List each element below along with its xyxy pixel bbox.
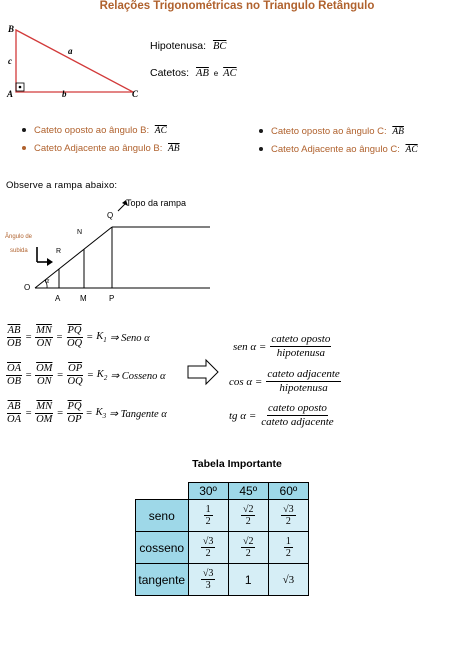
table-title: Tabela Importante <box>192 458 282 470</box>
ramp-diagram <box>0 190 220 305</box>
legs-label: Catetos: <box>150 67 190 79</box>
point-n-label: N <box>77 229 83 236</box>
table-cell: √3 <box>268 564 308 596</box>
constant-k1: $K_1$ <box>96 330 107 345</box>
table-cell: $\frac{√3}{3}$ <box>188 564 228 596</box>
table-header-30: 30º <box>188 483 228 500</box>
trig-values-table <box>135 482 309 596</box>
ramp-intro: Observe a rampa abaixo: <box>6 180 118 191</box>
vertex-b-label: B <box>8 24 15 34</box>
table-cell: $\frac{1}{2}$ <box>188 500 228 532</box>
table-cell: $\frac{√3}{2}$ <box>188 532 228 564</box>
table-header-row <box>136 483 309 500</box>
angle-label-line-2: subida <box>10 248 28 254</box>
tangent-result: ⇒ Tangente α <box>109 408 167 420</box>
vertex-c-label: C <box>132 89 139 99</box>
angle-arrow-head <box>47 258 53 266</box>
table-header-60: 60º <box>268 483 308 500</box>
hypotenuse-definition <box>150 40 226 52</box>
segment-ac: $\overline{AC}$ <box>405 145 418 155</box>
bullet-dot <box>22 128 26 132</box>
fraction: $\frac{\overline{MN}}{ON}$ <box>36 325 52 349</box>
fraction: $\frac{\overline{MN}}{OM}$ <box>36 401 53 425</box>
ramp-top-label: Topo da rampa <box>126 198 187 208</box>
fraction: $\frac{\text{cateto oposto}}{\text{cateto adjacente}}$ <box>261 402 334 428</box>
cosine-result: ⇒ Cosseno α <box>110 370 166 382</box>
fraction: $\frac{\overline{PQ}}{OQ}$ <box>66 325 83 349</box>
table-cell: 1 <box>228 564 268 596</box>
triangle-shape <box>16 30 133 92</box>
ratio-row-cosine: $\frac{\overline{OA}}{OB}$ = $\frac{\overline{OM}}{ON}$ = $\frac{\overline{OP}}{OQ}$ = $K_2$ ⇒ Cosseno α <box>7 363 166 387</box>
table-header-45: 45º <box>228 483 268 500</box>
table-cell: $\frac{√2}{2}$ <box>228 532 268 564</box>
relation-cosine: cos α = $\frac{\text{cateto adjacente}}{\text{hipotenusa}}$ <box>229 368 340 394</box>
angle-label-line-1: Ângulo de <box>5 234 33 240</box>
sine-result: ⇒ Seno α <box>109 332 150 344</box>
table-row <box>136 532 309 564</box>
fraction: $\frac{\text{cateto adjacente}}{\text{hipotenusa}}$ <box>267 368 340 394</box>
hypotenuse-label: Hipotenusa: <box>150 40 207 52</box>
vertex-a-label: A <box>7 89 14 99</box>
point-a-label: A <box>55 294 61 303</box>
angle-alpha-label: α <box>45 276 50 285</box>
segment-ac: $\overline{AC}$ <box>154 126 167 136</box>
point-p-label: P <box>109 294 115 303</box>
constant-k2: $K_2$ <box>96 368 108 383</box>
bullet-dot <box>22 146 26 150</box>
page-title: Relações Trigonométricas no Triangulo Retângulo <box>99 0 375 12</box>
leg-2-segment: $\overline{AC}$ <box>223 68 237 79</box>
constant-k3: $K_3$ <box>95 406 107 421</box>
ratio-row-tangent: $\frac{\overline{AB}}{OA}$ = $\frac{\overline{MN}}{OM}$ = $\frac{\overline{PQ}}{OP}$ = $K_3$ ⇒ Tangente α <box>7 401 167 425</box>
row-label-tangente: tangente <box>136 564 189 596</box>
fraction: $\frac{\text{cateto oposto}}{\text{hipotenusa}}$ <box>271 333 331 359</box>
relation-sine: sen α = $\frac{\text{cateto oposto}}{\text{hipotenusa}}$ <box>233 333 331 359</box>
row-label-cosseno: cosseno <box>136 532 189 564</box>
point-o-label: O <box>24 283 31 292</box>
segment-ab: $\overline{AB}$ <box>168 144 180 154</box>
right-angle-dot <box>19 86 22 89</box>
fraction: $\frac{\overline{AB}}{OA}$ <box>7 401 21 425</box>
bullet-adjacent-b: Cateto Adjacente ao ângulo B: $\overline{AB}$ <box>22 143 180 154</box>
table-row <box>136 564 309 596</box>
fraction: $\frac{\overline{AB}}{OB}$ <box>7 325 21 349</box>
legs-definition <box>150 67 237 79</box>
table-cell: $\frac{1}{2}$ <box>268 532 308 564</box>
leg-1-segment: $\overline{AB}$ <box>196 68 209 79</box>
ratio-row-sine: $\frac{\overline{AB}}{OB}$ = $\frac{\overline{MN}}{ON}$ = $\frac{\overline{PQ}}{OQ}$ = $K_1$ ⇒ Seno α <box>7 325 150 349</box>
side-a-label: a <box>68 46 73 56</box>
legs-joiner: e <box>213 69 219 78</box>
side-b-label: b <box>62 89 67 99</box>
right-triangle-diagram <box>0 20 150 102</box>
hypotenuse-segment: $\overline{BC}$ <box>212 41 227 52</box>
bullet-dot <box>259 129 263 133</box>
fraction: $\frac{\overline{PQ}}{OP}$ <box>67 401 82 425</box>
side-c-label: c <box>8 56 12 66</box>
table-cell: $\frac{√3}{2}$ <box>268 500 308 532</box>
table-row <box>136 500 309 532</box>
point-r-label: R <box>56 248 62 255</box>
fraction: $\frac{\overline{OP}}{OQ}$ <box>67 363 83 387</box>
table-cell: $\frac{√2}{2}$ <box>228 500 268 532</box>
bullet-opposite-b: Cateto oposto ao ângulo B: $\overline{AC}$ <box>22 125 167 136</box>
point-q-label: Q <box>107 211 114 220</box>
implies-arrow-icon <box>186 358 220 386</box>
row-label-seno: seno <box>136 500 189 532</box>
table-corner-cell <box>136 483 189 500</box>
bullet-opposite-c: Cateto oposto ao ângulo C: $\overline{AB}$ <box>259 126 404 137</box>
segment-ab: $\overline{AB}$ <box>392 127 404 137</box>
bullet-adjacent-c: Cateto Adjacente ao ângulo C: $\overline{AC}$ <box>259 144 418 155</box>
fraction: $\frac{\overline{OM}}{ON}$ <box>36 363 53 387</box>
point-m-label: M <box>80 294 87 303</box>
fraction: $\frac{\overline{OA}}{OB}$ <box>7 363 21 387</box>
bullet-dot <box>259 147 263 151</box>
relation-tangent: tg α = $\frac{\text{cateto oposto}}{\text{cateto adjacente}}$ <box>229 402 334 428</box>
